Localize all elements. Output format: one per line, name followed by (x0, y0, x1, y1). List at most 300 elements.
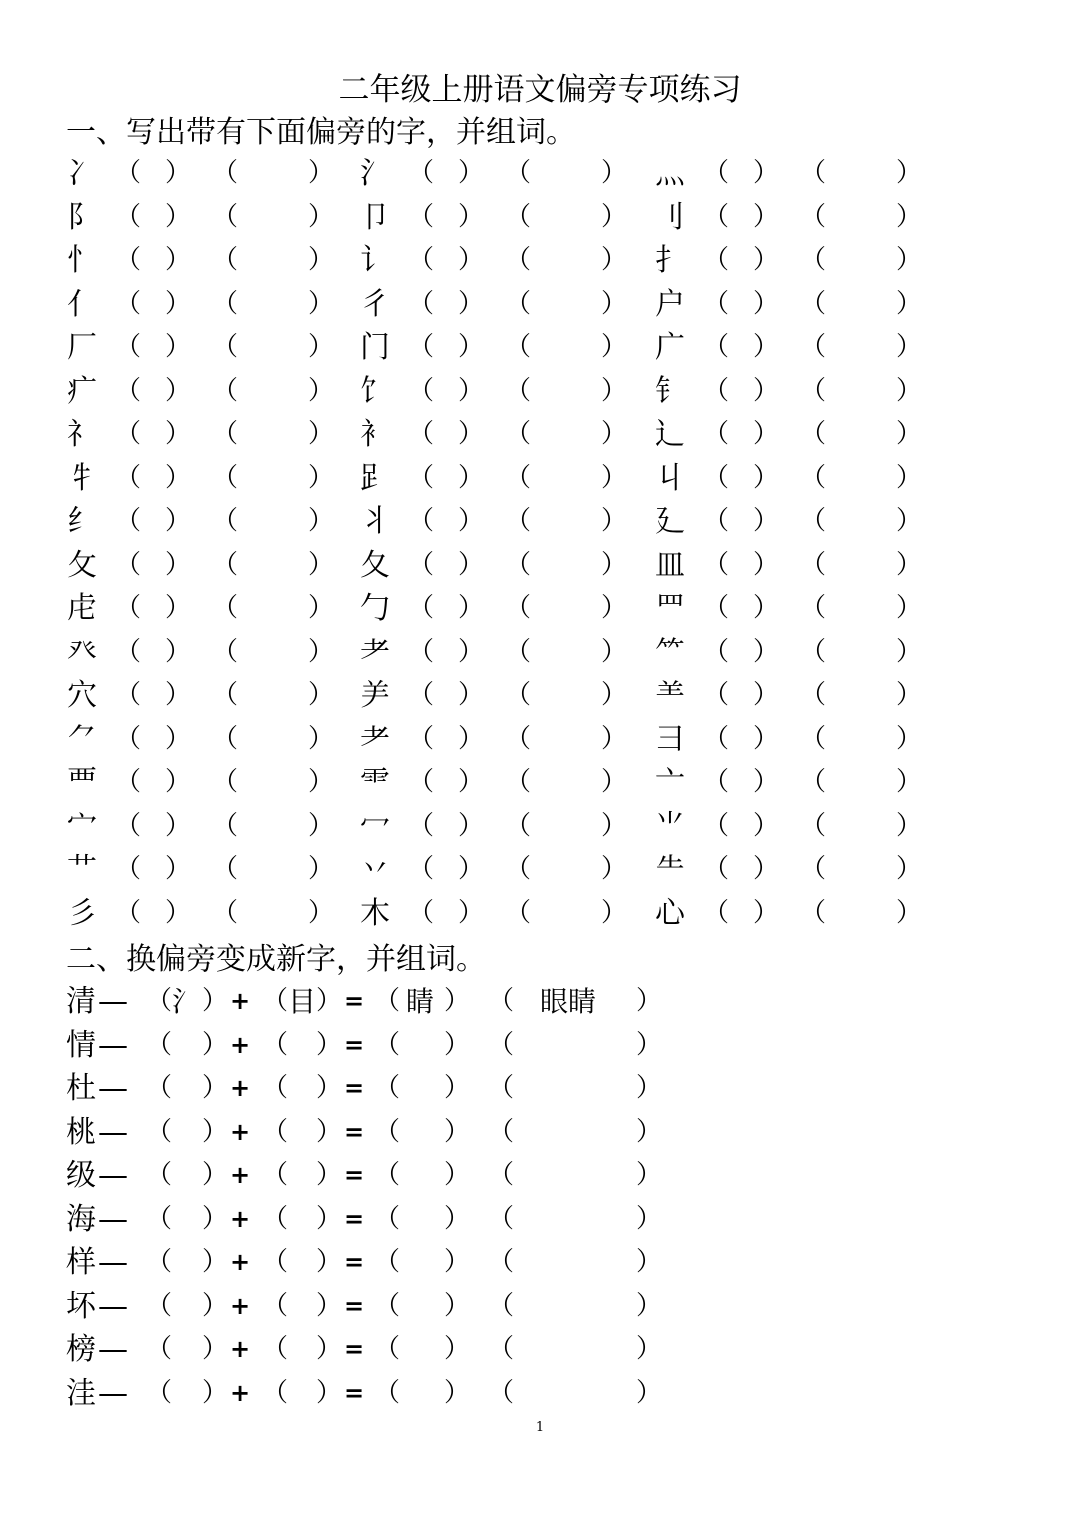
word-blank-open-paren[interactable]: （ (212, 245, 239, 275)
new-radical-fill[interactable] (284, 1154, 320, 1198)
radical-row (0, 674, 1080, 718)
radical-open-paren: （ (146, 1160, 173, 1190)
word-blank-open-paren[interactable]: （ (505, 810, 532, 841)
exercise-dash: — (98, 1201, 128, 1237)
word-open-paren: （ (488, 1377, 515, 1408)
char-blank-open-paren[interactable]: （ (408, 767, 435, 797)
char-blank-close-paren: ） (753, 462, 780, 493)
word-fill[interactable] (512, 1285, 624, 1329)
new-char-open-paren: （ (374, 1247, 401, 1277)
char-blank-close-paren: ） (165, 680, 192, 710)
word-blank-open-paren[interactable]: （ (212, 462, 239, 493)
word-blank-close-paren: ） (601, 593, 628, 623)
word-blank-open-paren[interactable]: （ (800, 767, 827, 797)
radical-glyph: 勹 (360, 591, 390, 626)
word-blank-open-paren[interactable]: （ (212, 767, 239, 797)
new-radical-fill[interactable]: 目 (287, 985, 316, 1018)
char-blank-open-paren[interactable]: （ (703, 462, 730, 493)
radical-glyph: 心 (655, 895, 685, 931)
new-char-fill[interactable] (398, 1285, 442, 1329)
char-blank-open-paren[interactable]: （ (115, 245, 142, 275)
word-blank-open-paren[interactable]: （ (800, 680, 827, 710)
char-blank-close-paren: ） (458, 332, 485, 362)
page-number: 1 (535, 1420, 545, 1435)
radical-glyph: 饣 (360, 373, 390, 409)
char-blank-open-paren[interactable]: （ (408, 158, 435, 188)
new-radical-open-paren: （ (262, 1116, 289, 1147)
exercise-char: 清 (66, 984, 96, 1019)
new-radical-fill[interactable] (284, 1111, 320, 1155)
char-blank-open-paren[interactable]: （ (703, 245, 730, 275)
radical-glyph: 皿 (655, 547, 685, 583)
radical-fill[interactable] (168, 1328, 204, 1372)
char-blank-close-paren: ） (165, 375, 192, 406)
char-blank-close-paren: ） (458, 897, 485, 928)
word-blank-open-paren[interactable]: （ (505, 767, 532, 797)
exercise-row (0, 1285, 1080, 1329)
radical-close-paren: ） (202, 1116, 229, 1147)
char-blank-open-paren[interactable]: （ (703, 332, 730, 362)
char-blank-open-paren[interactable]: （ (703, 549, 730, 580)
radical-glyph: ⺈ (67, 721, 97, 757)
char-blank-open-paren[interactable]: （ (408, 506, 435, 536)
char-blank-open-paren[interactable]: （ (408, 375, 435, 406)
new-char-fill[interactable] (398, 1111, 442, 1155)
word-fill[interactable] (512, 1241, 624, 1285)
word-fill[interactable] (512, 1198, 624, 1242)
word-blank-close-paren: ） (308, 462, 335, 493)
word-close-paren: ） (636, 1116, 663, 1147)
word-close-paren: ） (636, 1290, 663, 1321)
plus-sign: + (230, 1335, 251, 1363)
word-blank-open-paren[interactable]: （ (505, 636, 532, 667)
char-blank-close-paren: ） (458, 636, 485, 667)
radical-fill[interactable] (168, 1154, 204, 1198)
word-blank-open-paren[interactable]: （ (212, 506, 239, 536)
radical-glyph: 亠 (655, 765, 685, 800)
new-char-fill[interactable] (398, 1372, 442, 1416)
char-blank-open-paren[interactable]: （ (115, 723, 142, 754)
word-open-paren: （ (488, 1334, 515, 1364)
word-blank-open-paren[interactable]: （ (505, 332, 532, 362)
new-char-close-paren: ） (444, 1290, 471, 1321)
word-blank-close-paren: ） (601, 636, 628, 667)
char-blank-close-paren: ） (753, 767, 780, 797)
word-blank-open-paren[interactable]: （ (212, 549, 239, 580)
word-blank-open-paren[interactable]: （ (212, 332, 239, 362)
word-blank-open-paren[interactable]: （ (800, 723, 827, 754)
char-blank-close-paren: ） (753, 245, 780, 275)
char-blank-close-paren: ） (165, 158, 192, 188)
radical-glyph: 穴 (67, 678, 97, 713)
char-blank-open-paren[interactable]: （ (408, 201, 435, 232)
new-char-fill[interactable] (398, 1241, 442, 1285)
word-blank-open-paren[interactable]: （ (800, 245, 827, 275)
char-blank-open-paren[interactable]: （ (408, 462, 435, 493)
radical-open-paren: （ (146, 1073, 173, 1103)
radical-open-paren: （ (146, 1203, 173, 1234)
radical-row (0, 283, 1080, 327)
word-blank-open-paren[interactable]: （ (800, 549, 827, 580)
word-blank-close-paren: ） (601, 767, 628, 797)
radical-glyph: 冖 (360, 808, 390, 844)
radical-fill[interactable]: 氵 (171, 985, 200, 1018)
radical-row (0, 848, 1080, 892)
radical-fill[interactable] (168, 1372, 204, 1416)
new-radical-fill[interactable] (284, 1067, 320, 1111)
word-blank-open-paren[interactable]: （ (800, 201, 827, 232)
char-blank-close-paren: ） (165, 897, 192, 928)
radical-glyph: 灬 (655, 156, 685, 191)
new-char-fill[interactable] (398, 1198, 442, 1242)
radical-open-paren: （ (146, 1247, 173, 1277)
word-blank-open-paren[interactable]: （ (800, 897, 827, 928)
word-blank-open-paren[interactable]: （ (800, 593, 827, 623)
word-blank-close-paren: ） (896, 810, 923, 841)
plus-sign: + (230, 1291, 251, 1320)
word-fill[interactable] (512, 1024, 624, 1068)
word-close-paren: ） (636, 1334, 663, 1364)
word-blank-open-paren[interactable]: （ (800, 158, 827, 188)
radical-fill[interactable] (168, 1111, 204, 1155)
page-title: 二年级上册语文偏旁专项练习 (338, 72, 742, 108)
char-blank-close-paren: ） (458, 549, 485, 580)
char-blank-open-paren[interactable]: （ (408, 854, 435, 884)
new-radical-fill[interactable] (284, 1372, 320, 1416)
char-blank-open-paren[interactable]: （ (408, 549, 435, 580)
word-blank-open-paren[interactable]: （ (800, 810, 827, 841)
word-blank-open-paren[interactable]: （ (800, 854, 827, 884)
radical-glyph: 彳 (360, 286, 390, 322)
exercise-row (0, 1024, 1080, 1068)
new-radical-fill[interactable] (284, 1241, 320, 1285)
word-fill[interactable] (512, 1328, 624, 1372)
word-blank-open-paren[interactable]: （ (800, 419, 827, 449)
exercise-dash: — (98, 1332, 128, 1367)
radical-row (0, 196, 1080, 240)
word-blank-open-paren[interactable]: （ (800, 375, 827, 406)
radical-row (0, 892, 1080, 936)
exercise-dash: — (98, 1245, 128, 1280)
exercise-char: 坏 (66, 1288, 96, 1324)
word-blank-open-paren[interactable]: （ (505, 680, 532, 710)
char-blank-open-paren[interactable]: （ (408, 810, 435, 841)
char-blank-close-paren: ） (753, 593, 780, 623)
new-char-close-paren: ） (444, 1029, 471, 1060)
exercise-char: 情 (66, 1027, 96, 1063)
radical-glyph: 卩 (360, 199, 390, 235)
word-blank-close-paren: ） (308, 506, 335, 536)
char-blank-open-paren[interactable]: （ (115, 419, 142, 449)
char-blank-close-paren: ） (165, 506, 192, 536)
new-char-fill[interactable] (398, 1154, 442, 1198)
char-blank-open-paren[interactable]: （ (115, 375, 142, 406)
word-blank-close-paren: ） (896, 462, 923, 493)
word-blank-open-paren[interactable]: （ (505, 201, 532, 232)
radical-fill[interactable] (168, 1024, 204, 1068)
char-blank-open-paren[interactable]: （ (703, 158, 730, 188)
word-blank-open-paren[interactable]: （ (505, 462, 532, 493)
word-fill[interactable] (512, 1111, 624, 1155)
exercise-dash: — (98, 1158, 128, 1193)
radical-glyph: 攵 (67, 547, 97, 583)
word-blank-close-paren: ） (601, 375, 628, 406)
new-radical-close-paren: ） (316, 1334, 343, 1364)
char-blank-open-paren[interactable]: （ (408, 288, 435, 319)
word-blank-close-paren: ） (601, 680, 628, 710)
new-char-close-paren: ） (444, 986, 471, 1016)
word-blank-open-paren[interactable]: （ (212, 201, 239, 232)
word-blank-open-paren[interactable]: （ (800, 462, 827, 493)
exercise-char: 级 (66, 1158, 96, 1193)
word-blank-close-paren: ） (308, 854, 335, 884)
word-fill[interactable] (512, 1154, 624, 1198)
word-blank-close-paren: ） (308, 245, 335, 275)
radical-glyph: 门 (360, 330, 390, 365)
word-blank-open-paren[interactable]: （ (212, 375, 239, 406)
new-char-close-paren: ） (444, 1203, 471, 1234)
word-fill[interactable] (512, 1067, 624, 1111)
char-blank-open-paren[interactable]: （ (408, 419, 435, 449)
new-char-open-paren: （ (374, 1160, 401, 1190)
word-blank-close-paren: ） (896, 549, 923, 580)
char-blank-open-paren[interactable]: （ (703, 723, 730, 754)
word-fill[interactable] (512, 1372, 624, 1416)
radical-glyph: ⺹ (360, 721, 390, 757)
char-blank-open-paren[interactable]: （ (703, 636, 730, 667)
char-blank-close-paren: ） (165, 767, 192, 797)
new-radical-fill[interactable] (284, 1198, 320, 1242)
word-blank-open-paren[interactable]: （ (800, 332, 827, 362)
new-radical-fill[interactable] (284, 1024, 320, 1068)
char-blank-open-paren[interactable]: （ (115, 897, 142, 928)
new-char-fill[interactable] (398, 1067, 442, 1111)
word-blank-close-paren: ） (896, 854, 923, 884)
char-blank-open-paren[interactable]: （ (115, 636, 142, 667)
word-blank-close-paren: ） (601, 810, 628, 841)
equals-sign: = (344, 987, 365, 1015)
new-char-fill[interactable]: 睛 (405, 985, 434, 1018)
word-open-paren: （ (488, 1160, 515, 1190)
radical-row (0, 544, 1080, 588)
char-blank-open-paren[interactable]: （ (115, 201, 142, 232)
new-char-close-paren: ） (444, 1116, 471, 1147)
word-blank-open-paren[interactable]: （ (505, 723, 532, 754)
char-blank-open-paren[interactable]: （ (115, 549, 142, 580)
word-close-paren: ） (636, 986, 663, 1016)
word-blank-open-paren[interactable]: （ (505, 288, 532, 319)
exercise-row (0, 980, 1080, 1024)
word-blank-open-paren[interactable]: （ (800, 506, 827, 536)
new-radical-open-paren: （ (262, 1377, 289, 1408)
new-char-close-paren: ） (444, 1073, 471, 1103)
word-blank-close-paren: ） (896, 506, 923, 536)
word-blank-close-paren: ） (601, 245, 628, 275)
new-radical-close-paren: ） (316, 1247, 343, 1277)
char-blank-open-paren[interactable]: （ (115, 462, 142, 493)
word-blank-open-paren[interactable]: （ (505, 245, 532, 275)
word-blank-close-paren: ） (308, 288, 335, 319)
word-blank-open-paren[interactable]: （ (212, 810, 239, 841)
word-close-paren: ） (636, 1160, 663, 1190)
char-blank-open-paren[interactable]: （ (703, 375, 730, 406)
char-blank-close-paren: ） (165, 549, 192, 580)
radical-glyph: 衤 (360, 417, 390, 452)
radical-glyph: 彡 (67, 895, 97, 931)
word-open-paren: （ (488, 1116, 515, 1147)
word-blank-open-paren[interactable]: （ (505, 158, 532, 188)
radical-fill[interactable] (168, 1067, 204, 1111)
char-blank-close-paren: ） (458, 419, 485, 449)
char-blank-open-paren[interactable]: （ (408, 897, 435, 928)
word-blank-close-paren: ） (896, 288, 923, 319)
char-blank-close-paren: ） (165, 288, 192, 319)
radical-glyph: 艹 (67, 852, 97, 887)
radical-glyph: 钅 (655, 373, 685, 409)
char-blank-open-paren[interactable]: （ (408, 723, 435, 754)
char-blank-open-paren[interactable]: （ (703, 810, 730, 841)
char-blank-open-paren[interactable]: （ (703, 593, 730, 623)
exercise-char: 海 (66, 1201, 96, 1237)
word-blank-open-paren[interactable]: （ (505, 506, 532, 536)
char-blank-open-paren[interactable]: （ (408, 332, 435, 362)
word-blank-open-paren[interactable]: （ (505, 375, 532, 406)
char-blank-open-paren[interactable]: （ (408, 245, 435, 275)
word-blank-close-paren: ） (308, 593, 335, 623)
word-blank-open-paren[interactable]: （ (800, 636, 827, 667)
word-blank-open-paren[interactable]: （ (505, 854, 532, 884)
char-blank-open-paren[interactable]: （ (115, 288, 142, 319)
radical-fill[interactable] (168, 1198, 204, 1242)
new-radical-open-paren: （ (262, 1029, 289, 1060)
radical-glyph: 木 (360, 895, 390, 931)
char-blank-open-paren[interactable]: （ (115, 767, 142, 797)
word-blank-open-paren[interactable]: （ (212, 593, 239, 623)
radical-glyph: 阝 (67, 199, 97, 235)
word-close-paren: ） (636, 1203, 663, 1234)
new-radical-open-paren: （ (262, 1290, 289, 1321)
word-blank-open-paren[interactable]: （ (212, 158, 239, 188)
radical-glyph: 癶 (67, 634, 97, 670)
new-radical-fill[interactable] (284, 1328, 320, 1372)
radical-glyph: 彐 (655, 721, 685, 757)
word-blank-open-paren[interactable]: （ (505, 549, 532, 580)
word-fill[interactable]: 眼睛 (539, 985, 596, 1018)
char-blank-open-paren[interactable]: （ (703, 767, 730, 797)
char-blank-close-paren: ） (753, 332, 780, 362)
char-blank-open-paren[interactable]: （ (115, 158, 142, 188)
char-blank-close-paren: ） (165, 854, 192, 884)
char-blank-open-paren[interactable]: （ (703, 680, 730, 710)
word-blank-close-paren: ） (601, 158, 628, 188)
char-blank-open-paren[interactable]: （ (703, 201, 730, 232)
radical-glyph: ⺮ (655, 634, 685, 670)
exercise-dash: — (98, 984, 128, 1019)
char-blank-open-paren[interactable]: （ (115, 332, 142, 362)
new-char-fill[interactable] (398, 1024, 442, 1068)
radical-glyph: 覀 (67, 765, 97, 800)
char-blank-close-paren: ） (458, 201, 485, 232)
char-blank-close-paren: ） (753, 419, 780, 449)
char-blank-open-paren[interactable]: （ (115, 506, 142, 536)
char-blank-close-paren: ） (753, 375, 780, 406)
word-blank-open-paren[interactable]: （ (212, 897, 239, 928)
radical-glyph: 廴 (655, 504, 685, 539)
char-blank-open-paren[interactable]: （ (703, 288, 730, 319)
word-blank-open-paren[interactable]: （ (505, 897, 532, 928)
word-blank-open-paren[interactable]: （ (505, 419, 532, 449)
char-blank-close-paren: ） (165, 593, 192, 623)
radical-glyph: 丩 (655, 460, 685, 496)
char-blank-open-paren[interactable]: （ (115, 854, 142, 884)
radical-row (0, 587, 1080, 631)
new-char-open-paren: （ (374, 1073, 401, 1103)
char-blank-open-paren[interactable]: （ (408, 680, 435, 710)
word-blank-open-paren[interactable]: （ (212, 636, 239, 667)
char-blank-open-paren[interactable]: （ (115, 680, 142, 710)
radical-close-paren: ） (202, 986, 229, 1016)
char-blank-open-paren[interactable]: （ (408, 593, 435, 623)
exercise-char: 榜 (66, 1332, 96, 1367)
word-blank-open-paren[interactable]: （ (800, 288, 827, 319)
word-blank-open-paren[interactable]: （ (212, 288, 239, 319)
radical-fill[interactable] (168, 1285, 204, 1329)
new-radical-fill[interactable] (284, 1285, 320, 1329)
new-char-open-paren: （ (374, 1029, 401, 1060)
word-blank-close-paren: ） (601, 288, 628, 319)
radical-close-paren: ） (202, 1334, 229, 1364)
radical-glyph: 𧾷 (360, 460, 390, 496)
char-blank-open-paren[interactable]: （ (703, 854, 730, 884)
word-blank-open-paren[interactable]: （ (212, 854, 239, 884)
char-blank-close-paren: ） (753, 636, 780, 667)
radical-glyph: ⻗ (360, 765, 390, 800)
radical-glyph: 宀 (67, 808, 97, 844)
new-radical-close-paren: ） (316, 986, 343, 1016)
char-blank-open-paren[interactable]: （ (115, 810, 142, 841)
word-close-paren: ） (636, 1247, 663, 1277)
char-blank-close-paren: ） (458, 158, 485, 188)
char-blank-close-paren: ） (458, 593, 485, 623)
plus-sign: + (230, 1117, 251, 1146)
word-blank-close-paren: ） (308, 897, 335, 928)
char-blank-open-paren[interactable]: （ (115, 593, 142, 623)
radical-fill[interactable] (168, 1241, 204, 1285)
word-open-paren: （ (488, 1203, 515, 1234)
char-blank-close-paren: ） (753, 288, 780, 319)
word-blank-close-paren: ） (601, 506, 628, 536)
radical-glyph: 罒 (655, 591, 685, 626)
radical-open-paren: （ (146, 1116, 173, 1147)
word-blank-open-paren[interactable]: （ (212, 680, 239, 710)
char-blank-open-paren[interactable]: （ (408, 636, 435, 667)
new-char-fill[interactable] (398, 1328, 442, 1372)
word-open-paren: （ (488, 1029, 515, 1060)
radical-glyph: 扌 (655, 243, 685, 278)
char-blank-close-paren: ） (458, 680, 485, 710)
char-blank-open-paren[interactable]: （ (703, 897, 730, 928)
word-blank-close-paren: ） (896, 680, 923, 710)
word-blank-close-paren: ） (308, 158, 335, 188)
char-blank-close-paren: ） (753, 506, 780, 536)
radical-glyph: 户 (655, 286, 685, 322)
word-blank-open-paren[interactable]: （ (212, 419, 239, 449)
char-blank-open-paren[interactable]: （ (703, 506, 730, 536)
word-blank-open-paren[interactable]: （ (505, 593, 532, 623)
word-blank-open-paren[interactable]: （ (212, 723, 239, 754)
char-blank-open-paren[interactable]: （ (703, 419, 730, 449)
exercise-dash: — (98, 1288, 128, 1324)
